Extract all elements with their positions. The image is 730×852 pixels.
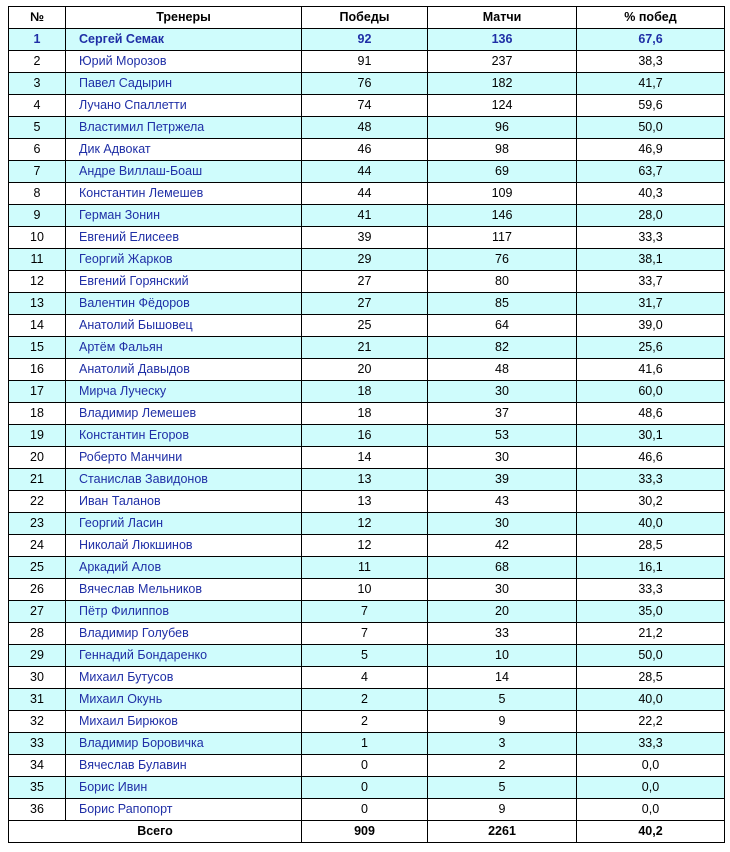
table-row bbox=[9, 403, 725, 425]
row-pct: 0,0 bbox=[577, 755, 725, 777]
row-wins: 5 bbox=[302, 645, 428, 667]
row-coach: Андре Виллаш-Боаш bbox=[66, 161, 302, 183]
row-pct: 39,0 bbox=[577, 315, 725, 337]
header-matches: Матчи bbox=[428, 7, 577, 29]
table-row bbox=[9, 689, 725, 711]
row-num: 1 bbox=[9, 29, 66, 51]
row-pct: 63,7 bbox=[577, 161, 725, 183]
row-pct: 59,6 bbox=[577, 95, 725, 117]
row-pct: 30,2 bbox=[577, 491, 725, 513]
row-wins: 92 bbox=[302, 29, 428, 51]
row-wins: 91 bbox=[302, 51, 428, 73]
table-row bbox=[9, 381, 725, 403]
row-wins: 25 bbox=[302, 315, 428, 337]
table-row bbox=[9, 73, 725, 95]
row-pct: 30,1 bbox=[577, 425, 725, 447]
table-row bbox=[9, 799, 725, 821]
row-pct: 50,0 bbox=[577, 645, 725, 667]
table-row bbox=[9, 29, 725, 51]
table-row bbox=[9, 579, 725, 601]
row-pct: 41,7 bbox=[577, 73, 725, 95]
row-pct: 21,2 bbox=[577, 623, 725, 645]
header-wins: Победы bbox=[302, 7, 428, 29]
row-pct: 22,2 bbox=[577, 711, 725, 733]
row-coach: Станислав Завидонов bbox=[66, 469, 302, 491]
row-coach: Вячеслав Булавин bbox=[66, 755, 302, 777]
row-pct: 50,0 bbox=[577, 117, 725, 139]
row-matches: 37 bbox=[428, 403, 577, 425]
table-row bbox=[9, 95, 725, 117]
row-num: 23 bbox=[9, 513, 66, 535]
row-wins: 39 bbox=[302, 227, 428, 249]
row-matches: 5 bbox=[428, 777, 577, 799]
row-num: 20 bbox=[9, 447, 66, 469]
row-coach: Владимир Голубев bbox=[66, 623, 302, 645]
row-wins: 12 bbox=[302, 513, 428, 535]
row-matches: 68 bbox=[428, 557, 577, 579]
row-pct: 60,0 bbox=[577, 381, 725, 403]
table-row bbox=[9, 623, 725, 645]
row-pct: 0,0 bbox=[577, 777, 725, 799]
row-wins: 0 bbox=[302, 755, 428, 777]
row-wins: 4 bbox=[302, 667, 428, 689]
row-matches: 30 bbox=[428, 579, 577, 601]
table-row bbox=[9, 601, 725, 623]
row-wins: 2 bbox=[302, 711, 428, 733]
row-coach: Геннадий Бондаренко bbox=[66, 645, 302, 667]
table-row bbox=[9, 733, 725, 755]
row-matches: 48 bbox=[428, 359, 577, 381]
row-num: 26 bbox=[9, 579, 66, 601]
table-row bbox=[9, 51, 725, 73]
row-num: 6 bbox=[9, 139, 66, 161]
row-matches: 69 bbox=[428, 161, 577, 183]
table-row bbox=[9, 117, 725, 139]
row-wins: 13 bbox=[302, 491, 428, 513]
row-wins: 27 bbox=[302, 271, 428, 293]
row-pct: 40,0 bbox=[577, 513, 725, 535]
row-matches: 2 bbox=[428, 755, 577, 777]
row-coach: Властимил Петржела bbox=[66, 117, 302, 139]
row-matches: 14 bbox=[428, 667, 577, 689]
row-pct: 31,7 bbox=[577, 293, 725, 315]
row-wins: 2 bbox=[302, 689, 428, 711]
row-num: 3 bbox=[9, 73, 66, 95]
row-coach: Константин Егоров bbox=[66, 425, 302, 447]
row-wins: 44 bbox=[302, 183, 428, 205]
table-body bbox=[9, 29, 725, 821]
row-num: 7 bbox=[9, 161, 66, 183]
row-matches: 42 bbox=[428, 535, 577, 557]
table-row bbox=[9, 513, 725, 535]
row-pct: 38,1 bbox=[577, 249, 725, 271]
row-coach: Лучано Спаллетти bbox=[66, 95, 302, 117]
row-num: 21 bbox=[9, 469, 66, 491]
table-row bbox=[9, 777, 725, 799]
row-wins: 1 bbox=[302, 733, 428, 755]
row-coach: Борис Ивин bbox=[66, 777, 302, 799]
total-matches: 2261 bbox=[428, 821, 577, 843]
row-pct: 33,3 bbox=[577, 733, 725, 755]
row-wins: 12 bbox=[302, 535, 428, 557]
table-row bbox=[9, 161, 725, 183]
row-pct: 33,3 bbox=[577, 469, 725, 491]
table-row bbox=[9, 205, 725, 227]
coaches-table bbox=[8, 6, 725, 843]
table-row bbox=[9, 645, 725, 667]
row-num: 34 bbox=[9, 755, 66, 777]
table-row bbox=[9, 227, 725, 249]
row-num: 13 bbox=[9, 293, 66, 315]
table-row bbox=[9, 271, 725, 293]
row-pct: 46,6 bbox=[577, 447, 725, 469]
row-num: 32 bbox=[9, 711, 66, 733]
table-row bbox=[9, 535, 725, 557]
row-coach: Константин Лемешев bbox=[66, 183, 302, 205]
row-matches: 80 bbox=[428, 271, 577, 293]
row-matches: 10 bbox=[428, 645, 577, 667]
row-num: 10 bbox=[9, 227, 66, 249]
row-num: 11 bbox=[9, 249, 66, 271]
coaches-table-container bbox=[8, 6, 725, 843]
table-row bbox=[9, 557, 725, 579]
row-pct: 16,1 bbox=[577, 557, 725, 579]
table-row bbox=[9, 249, 725, 271]
row-matches: 98 bbox=[428, 139, 577, 161]
row-coach: Вячеслав Мельников bbox=[66, 579, 302, 601]
row-num: 33 bbox=[9, 733, 66, 755]
row-matches: 3 bbox=[428, 733, 577, 755]
row-wins: 46 bbox=[302, 139, 428, 161]
row-matches: 9 bbox=[428, 711, 577, 733]
header-pct: % побед bbox=[577, 7, 725, 29]
row-num: 29 bbox=[9, 645, 66, 667]
table-row bbox=[9, 711, 725, 733]
row-coach: Николай Люкшинов bbox=[66, 535, 302, 557]
row-pct: 33,3 bbox=[577, 579, 725, 601]
row-pct: 48,6 bbox=[577, 403, 725, 425]
row-matches: 30 bbox=[428, 447, 577, 469]
table-header-row bbox=[9, 7, 725, 29]
row-matches: 124 bbox=[428, 95, 577, 117]
row-wins: 20 bbox=[302, 359, 428, 381]
row-matches: 182 bbox=[428, 73, 577, 95]
row-wins: 74 bbox=[302, 95, 428, 117]
row-num: 17 bbox=[9, 381, 66, 403]
row-pct: 25,6 bbox=[577, 337, 725, 359]
row-coach: Иван Таланов bbox=[66, 491, 302, 513]
row-coach: Артём Фальян bbox=[66, 337, 302, 359]
row-wins: 18 bbox=[302, 381, 428, 403]
row-num: 12 bbox=[9, 271, 66, 293]
row-pct: 41,6 bbox=[577, 359, 725, 381]
table-row bbox=[9, 293, 725, 315]
row-matches: 53 bbox=[428, 425, 577, 447]
row-pct: 28,0 bbox=[577, 205, 725, 227]
row-pct: 33,7 bbox=[577, 271, 725, 293]
row-matches: 9 bbox=[428, 799, 577, 821]
total-row bbox=[9, 821, 725, 843]
row-num: 5 bbox=[9, 117, 66, 139]
row-num: 16 bbox=[9, 359, 66, 381]
table-row bbox=[9, 447, 725, 469]
row-num: 27 bbox=[9, 601, 66, 623]
row-wins: 18 bbox=[302, 403, 428, 425]
row-wins: 7 bbox=[302, 623, 428, 645]
row-coach: Валентин Фёдоров bbox=[66, 293, 302, 315]
row-wins: 0 bbox=[302, 799, 428, 821]
row-num: 4 bbox=[9, 95, 66, 117]
row-wins: 13 bbox=[302, 469, 428, 491]
row-wins: 16 bbox=[302, 425, 428, 447]
row-num: 9 bbox=[9, 205, 66, 227]
row-pct: 28,5 bbox=[577, 667, 725, 689]
row-wins: 41 bbox=[302, 205, 428, 227]
header-coach: Тренеры bbox=[66, 7, 302, 29]
table-row bbox=[9, 139, 725, 161]
row-pct: 38,3 bbox=[577, 51, 725, 73]
row-num: 2 bbox=[9, 51, 66, 73]
row-coach: Павел Садырин bbox=[66, 73, 302, 95]
row-coach: Роберто Манчини bbox=[66, 447, 302, 469]
row-coach: Пётр Филиппов bbox=[66, 601, 302, 623]
row-wins: 14 bbox=[302, 447, 428, 469]
row-coach: Георгий Жарков bbox=[66, 249, 302, 271]
row-wins: 76 bbox=[302, 73, 428, 95]
row-coach: Михаил Бирюков bbox=[66, 711, 302, 733]
row-matches: 146 bbox=[428, 205, 577, 227]
row-coach: Владимир Боровичка bbox=[66, 733, 302, 755]
row-coach: Мирча Луческу bbox=[66, 381, 302, 403]
total-label: Всего bbox=[9, 821, 302, 843]
row-num: 15 bbox=[9, 337, 66, 359]
table-row bbox=[9, 469, 725, 491]
row-pct: 46,9 bbox=[577, 139, 725, 161]
row-coach: Юрий Морозов bbox=[66, 51, 302, 73]
table-row bbox=[9, 425, 725, 447]
row-coach: Аркадий Алов bbox=[66, 557, 302, 579]
row-matches: 237 bbox=[428, 51, 577, 73]
total-pct: 40,2 bbox=[577, 821, 725, 843]
row-matches: 64 bbox=[428, 315, 577, 337]
row-num: 28 bbox=[9, 623, 66, 645]
row-num: 19 bbox=[9, 425, 66, 447]
row-coach: Георгий Ласин bbox=[66, 513, 302, 535]
row-wins: 7 bbox=[302, 601, 428, 623]
row-pct: 40,3 bbox=[577, 183, 725, 205]
row-pct: 35,0 bbox=[577, 601, 725, 623]
row-coach: Анатолий Давыдов bbox=[66, 359, 302, 381]
row-wins: 10 bbox=[302, 579, 428, 601]
row-wins: 29 bbox=[302, 249, 428, 271]
row-matches: 136 bbox=[428, 29, 577, 51]
row-matches: 33 bbox=[428, 623, 577, 645]
row-wins: 48 bbox=[302, 117, 428, 139]
row-coach: Евгений Горянский bbox=[66, 271, 302, 293]
table-row bbox=[9, 183, 725, 205]
row-matches: 117 bbox=[428, 227, 577, 249]
row-coach: Герман Зонин bbox=[66, 205, 302, 227]
row-coach: Михаил Бутусов bbox=[66, 667, 302, 689]
row-matches: 5 bbox=[428, 689, 577, 711]
row-pct: 33,3 bbox=[577, 227, 725, 249]
row-wins: 0 bbox=[302, 777, 428, 799]
table-row bbox=[9, 667, 725, 689]
table-row bbox=[9, 315, 725, 337]
row-pct: 67,6 bbox=[577, 29, 725, 51]
row-matches: 30 bbox=[428, 513, 577, 535]
table-row bbox=[9, 491, 725, 513]
row-coach: Евгений Елисеев bbox=[66, 227, 302, 249]
row-wins: 44 bbox=[302, 161, 428, 183]
row-coach: Борис Рапопорт bbox=[66, 799, 302, 821]
header-num: № bbox=[9, 7, 66, 29]
row-wins: 27 bbox=[302, 293, 428, 315]
table-row bbox=[9, 337, 725, 359]
row-matches: 30 bbox=[428, 381, 577, 403]
row-matches: 96 bbox=[428, 117, 577, 139]
row-matches: 20 bbox=[428, 601, 577, 623]
row-num: 35 bbox=[9, 777, 66, 799]
row-coach: Михаил Окунь bbox=[66, 689, 302, 711]
table-row bbox=[9, 755, 725, 777]
row-pct: 0,0 bbox=[577, 799, 725, 821]
total-wins: 909 bbox=[302, 821, 428, 843]
row-num: 18 bbox=[9, 403, 66, 425]
row-matches: 85 bbox=[428, 293, 577, 315]
row-num: 30 bbox=[9, 667, 66, 689]
row-matches: 39 bbox=[428, 469, 577, 491]
row-coach: Сергей Семак bbox=[66, 29, 302, 51]
row-coach: Анатолий Бышовец bbox=[66, 315, 302, 337]
row-matches: 76 bbox=[428, 249, 577, 271]
row-num: 25 bbox=[9, 557, 66, 579]
row-num: 14 bbox=[9, 315, 66, 337]
row-pct: 28,5 bbox=[577, 535, 725, 557]
table-row bbox=[9, 359, 725, 381]
row-matches: 82 bbox=[428, 337, 577, 359]
row-wins: 21 bbox=[302, 337, 428, 359]
row-num: 8 bbox=[9, 183, 66, 205]
row-coach: Владимир Лемешев bbox=[66, 403, 302, 425]
row-num: 24 bbox=[9, 535, 66, 557]
row-num: 22 bbox=[9, 491, 66, 513]
row-num: 31 bbox=[9, 689, 66, 711]
row-num: 36 bbox=[9, 799, 66, 821]
row-matches: 43 bbox=[428, 491, 577, 513]
row-wins: 11 bbox=[302, 557, 428, 579]
row-matches: 109 bbox=[428, 183, 577, 205]
row-pct: 40,0 bbox=[577, 689, 725, 711]
row-coach: Дик Адвокат bbox=[66, 139, 302, 161]
